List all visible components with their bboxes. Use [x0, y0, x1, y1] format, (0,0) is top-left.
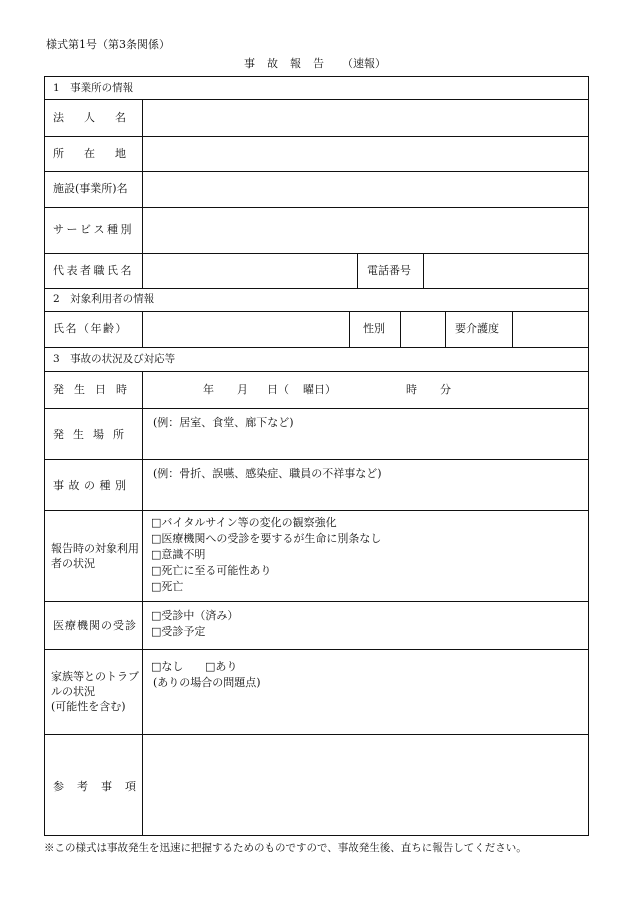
facility-name-label: 施設(事業所)名: [53, 182, 128, 195]
weekday-unit: 曜日）: [303, 383, 336, 396]
sex-column-line: [400, 311, 401, 347]
medical-option-2: □受診予定: [151, 625, 206, 638]
row-line: [45, 734, 588, 735]
medical-option-1: □受診中（済み）: [151, 609, 239, 622]
remarks-label: 参考事項: [53, 780, 149, 793]
family-problem-note: (ありの場合の問題点): [153, 676, 261, 689]
care-level-column-line: [445, 311, 446, 347]
phone-column-line: [423, 253, 424, 288]
row-line: [45, 408, 588, 409]
month-unit: 月: [237, 383, 248, 396]
sex-column-line: [349, 311, 350, 347]
row-line: [45, 311, 588, 312]
row-line: [45, 601, 588, 602]
label-column-line: [142, 99, 143, 288]
row-line: [45, 649, 588, 650]
label-column-line: [142, 311, 143, 347]
row-line: [45, 253, 588, 254]
user-status-option-1: □バイタルサイン等の変化の観察強化: [151, 516, 337, 529]
user-status-option-4: □死亡に至る可能性あり: [151, 564, 272, 577]
document-title: [0, 55, 630, 71]
location-example: (例：居室、食堂、廊下など): [153, 416, 294, 429]
row-line: [45, 171, 588, 172]
label-column-line: [142, 371, 143, 835]
row-line: [45, 136, 588, 137]
corporate-name-label: 法人名: [53, 111, 146, 124]
user-status-label-line2: 者の状況: [51, 557, 95, 570]
family-option-yes: □あり: [205, 660, 238, 673]
family-trouble-label-line1: 家族等とのトラブ: [51, 670, 139, 683]
user-status-option-2: □医療機関への受診を要するが生命に別条なし: [151, 532, 382, 545]
title-suffix: （速報）: [342, 57, 386, 70]
address-label: 所在地: [53, 147, 146, 160]
user-status-label-line1: 報告時の対象利用: [51, 542, 139, 555]
phone-label: 電話番号: [367, 264, 411, 277]
service-type-label: サービス種別: [53, 223, 134, 236]
row-line: [45, 207, 588, 208]
footer-note: ※この様式は事故発生を迅速に把握するためのものですので、事故発生後、直ちに報告してください。: [44, 842, 527, 854]
datetime-label: 発生日時: [53, 383, 137, 396]
care-level-column-line: [512, 311, 513, 347]
family-trouble-label-line2: ルの状況: [51, 685, 95, 698]
care-level-label: 要介護度: [455, 322, 499, 335]
name-age-label: 氏名（年齢）: [53, 322, 128, 335]
sex-label: 性別: [363, 322, 385, 335]
family-trouble-label-line3: (可能性を含む): [51, 700, 126, 713]
row-line: [45, 371, 588, 372]
user-status-option-5: □死亡: [151, 580, 184, 593]
hour-unit: 時: [406, 383, 417, 396]
family-option-none: □なし: [151, 660, 184, 673]
representative-label: 代表者職氏名: [53, 264, 134, 277]
incident-type-label: 事故の種別: [53, 479, 131, 492]
phone-column-line: [357, 253, 358, 288]
section1-heading: 1 事業所の情報: [53, 82, 134, 94]
row-line: [45, 288, 588, 289]
incident-type-example: (例：骨折、誤嚥、感染症、職員の不祥事など): [153, 467, 382, 480]
section2-heading: 2 対象利用者の情報: [53, 293, 155, 305]
medical-visit-label: 医療機関の受診: [53, 619, 137, 632]
minute-unit: 分: [440, 383, 451, 396]
year-unit: 年: [203, 383, 214, 396]
row-line: [45, 459, 588, 460]
row-line: [45, 99, 588, 100]
report-form: [44, 76, 589, 836]
title-text: 事故報告: [244, 57, 336, 70]
section3-heading: 3 事故の状況及び対応等: [53, 353, 176, 365]
day-unit: 日（: [267, 383, 289, 396]
user-status-option-3: □意識不明: [151, 548, 206, 561]
location-label: 発生場所: [53, 428, 133, 441]
row-line: [45, 347, 588, 348]
form-id: 様式第1号（第3条関係）: [46, 38, 170, 51]
row-line: [45, 510, 588, 511]
